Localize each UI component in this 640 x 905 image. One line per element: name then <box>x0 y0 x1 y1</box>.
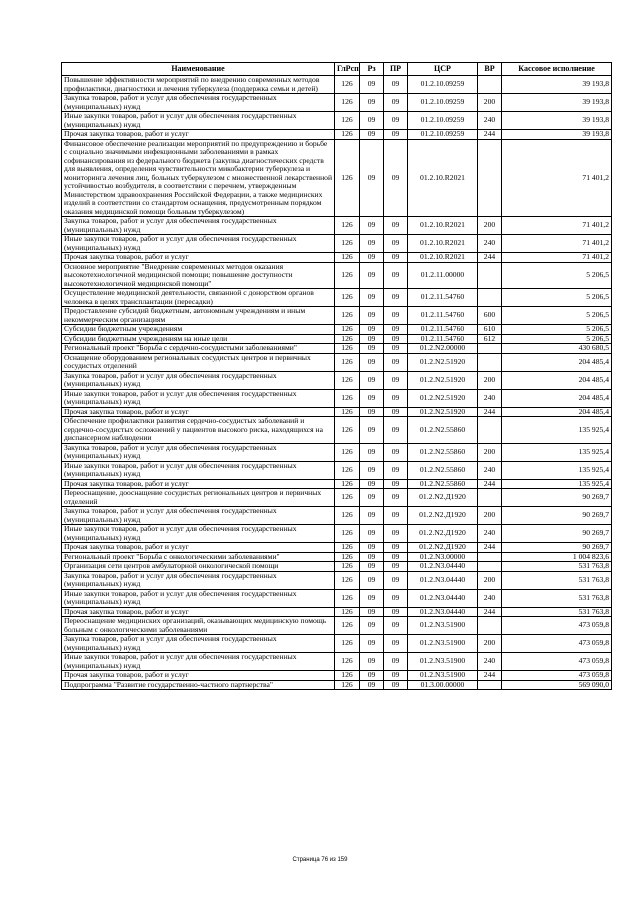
row-name: Иные закупки товаров, работ и услуг для обеспечения государственных (муниципальных) нужд <box>62 589 335 607</box>
row-rz: 09 <box>360 253 384 263</box>
row-amount: 204 485,4 <box>502 353 612 371</box>
row-grs: 126 <box>335 589 360 607</box>
row-csr: 01.2.10.09259 <box>408 94 478 112</box>
row-csr: 01.2.N2.51920 <box>408 353 478 371</box>
row-vr <box>478 562 502 572</box>
row-name: Прочая закупка товаров, работ и услуг <box>62 130 335 140</box>
row-pr: 09 <box>384 671 408 681</box>
row-rz: 09 <box>360 307 384 325</box>
row-vr <box>478 353 502 371</box>
row-pr: 09 <box>384 407 408 417</box>
row-rz: 09 <box>360 543 384 553</box>
row-rz: 09 <box>360 461 384 479</box>
row-rz: 09 <box>360 607 384 617</box>
row-vr: 612 <box>478 334 502 344</box>
row-vr: 240 <box>478 235 502 253</box>
row-rz: 09 <box>360 344 384 354</box>
row-amount: 569 090,0 <box>502 680 612 690</box>
row-amount: 430 680,5 <box>502 344 612 354</box>
row-rz: 09 <box>360 507 384 525</box>
header-grs: ГлРсп <box>335 63 360 76</box>
row-amount: 5 206,5 <box>502 262 612 289</box>
row-pr: 09 <box>384 461 408 479</box>
row-name: Иные закупки товаров, работ и услуг для обеспечения государственных (муниципальных) нужд <box>62 525 335 543</box>
row-rz: 09 <box>360 235 384 253</box>
row-grs: 126 <box>335 461 360 479</box>
row-csr: 01.2.10.R2021 <box>408 253 478 263</box>
row-rz: 09 <box>360 479 384 489</box>
row-csr: 01.2.N2.55860 <box>408 479 478 489</box>
row-grs: 126 <box>335 489 360 507</box>
table-row <box>62 417 612 444</box>
row-amount: 531 763,8 <box>502 607 612 617</box>
row-vr <box>478 76 502 94</box>
row-vr: 200 <box>478 571 502 589</box>
row-vr <box>478 262 502 289</box>
row-name: Закупка товаров, работ и услуг для обеспечения государственных (муниципальных) нужд <box>62 217 335 235</box>
row-csr: 01.3.00.00000 <box>408 680 478 690</box>
row-grs: 126 <box>335 543 360 553</box>
row-vr: 240 <box>478 589 502 607</box>
row-vr: 200 <box>478 94 502 112</box>
row-pr: 09 <box>384 635 408 653</box>
table-row <box>62 571 612 589</box>
row-csr: 01.2.N3.51900 <box>408 671 478 681</box>
row-vr <box>478 289 502 307</box>
row-vr <box>478 617 502 635</box>
row-grs: 126 <box>335 353 360 371</box>
table-row <box>62 671 612 681</box>
row-grs: 126 <box>335 217 360 235</box>
row-csr: 01.2.10.09259 <box>408 76 478 94</box>
row-grs: 126 <box>335 334 360 344</box>
row-name: Прочая закупка товаров, работ и услуг <box>62 253 335 263</box>
row-rz: 09 <box>360 407 384 417</box>
row-name: Основное мероприятие "Внедрение современных методов оказания высокотехнологичной медицинской помощи; повышение доступности высокотехнологичной медицинской помощи" <box>62 262 335 289</box>
row-vr: 244 <box>478 407 502 417</box>
row-name: Переоснащение медицинских организаций, оказывающих медицинскую помощь больным с онкологическими заболеваниями <box>62 617 335 635</box>
table-row <box>62 94 612 112</box>
row-amount: 39 193,8 <box>502 76 612 94</box>
table-row <box>62 525 612 543</box>
row-amount: 135 925,4 <box>502 443 612 461</box>
row-name: Закупка товаров, работ и услуг для обеспечения государственных (муниципальных) нужд <box>62 371 335 389</box>
row-rz: 09 <box>360 334 384 344</box>
row-rz: 09 <box>360 525 384 543</box>
row-pr: 09 <box>384 371 408 389</box>
table-row <box>62 353 612 371</box>
row-grs: 126 <box>335 76 360 94</box>
row-pr: 09 <box>384 325 408 335</box>
row-name: Закупка товаров, работ и услуг для обеспечения государственных (муниципальных) нужд <box>62 443 335 461</box>
row-vr <box>478 680 502 690</box>
table-row <box>62 507 612 525</box>
row-amount: 71 401,2 <box>502 217 612 235</box>
row-pr: 09 <box>384 94 408 112</box>
row-pr: 09 <box>384 680 408 690</box>
row-csr: 01.2.10.09259 <box>408 112 478 130</box>
row-rz: 09 <box>360 489 384 507</box>
table-row <box>62 76 612 94</box>
table-row <box>62 262 612 289</box>
budget-table <box>61 62 612 690</box>
row-name: Организация сети центров амбулаторной онкологической помощи <box>62 562 335 572</box>
row-rz: 09 <box>360 562 384 572</box>
row-csr: 01.2.N2.55860 <box>408 443 478 461</box>
row-vr: 200 <box>478 443 502 461</box>
row-pr: 09 <box>384 571 408 589</box>
row-rz: 09 <box>360 389 384 407</box>
row-vr <box>478 417 502 444</box>
row-pr: 09 <box>384 307 408 325</box>
row-grs: 126 <box>335 139 360 217</box>
row-amount: 1 004 823,6 <box>502 552 612 562</box>
row-rz: 09 <box>360 94 384 112</box>
row-csr: 01.2.10.R2021 <box>408 139 478 217</box>
row-csr: 01.2.N3.04440 <box>408 562 478 572</box>
row-amount: 473 059,8 <box>502 617 612 635</box>
header-vr: ВР <box>478 63 502 76</box>
row-pr: 09 <box>384 334 408 344</box>
row-csr: 01.2.N3.51900 <box>408 635 478 653</box>
row-amount: 531 763,8 <box>502 562 612 572</box>
row-rz: 09 <box>360 552 384 562</box>
row-name: Субсидии бюджетным учреждениям <box>62 325 335 335</box>
row-csr: 01.2.N3.00000 <box>408 552 478 562</box>
table-row <box>62 217 612 235</box>
row-name: Переоснащение, дооснащение сосудистых региональных центров и первичных отделений <box>62 489 335 507</box>
row-vr: 600 <box>478 307 502 325</box>
table-row <box>62 130 612 140</box>
row-amount: 90 269,7 <box>502 489 612 507</box>
row-csr: 01.2.N3.04440 <box>408 589 478 607</box>
row-name: Предоставление субсидий бюджетным, автономным учреждениям и иным некоммерческим организациям <box>62 307 335 325</box>
row-amount: 5 206,5 <box>502 307 612 325</box>
row-csr: 01.2.N2.55860 <box>408 417 478 444</box>
table-row <box>62 461 612 479</box>
row-rz: 09 <box>360 289 384 307</box>
row-amount: 531 763,8 <box>502 571 612 589</box>
row-pr: 09 <box>384 617 408 635</box>
row-name: Прочая закупка товаров, работ и услуг <box>62 407 335 417</box>
row-vr: 244 <box>478 671 502 681</box>
row-name: Иные закупки товаров, работ и услуг для обеспечения государственных (муниципальных) нужд <box>62 389 335 407</box>
row-name: Иные закупки товаров, работ и услуг для обеспечения государственных (муниципальных) нужд <box>62 112 335 130</box>
header-amount: Кассовое исполнение <box>502 63 612 76</box>
row-amount: 5 206,5 <box>502 325 612 335</box>
row-rz: 09 <box>360 217 384 235</box>
row-amount: 204 485,4 <box>502 407 612 417</box>
table-row <box>62 589 612 607</box>
row-name: Прочая закупка товаров, работ и услуг <box>62 543 335 553</box>
row-pr: 09 <box>384 607 408 617</box>
row-vr <box>478 489 502 507</box>
row-grs: 126 <box>335 262 360 289</box>
table-row <box>62 653 612 671</box>
table-row <box>62 562 612 572</box>
row-amount: 204 485,4 <box>502 389 612 407</box>
row-grs: 126 <box>335 94 360 112</box>
table-row <box>62 325 612 335</box>
row-csr: 01.2.N3.51900 <box>408 617 478 635</box>
row-pr: 09 <box>384 489 408 507</box>
row-rz: 09 <box>360 76 384 94</box>
row-name: Подпрограмма "Развитие государственно-частного партнерства" <box>62 680 335 690</box>
row-vr: 240 <box>478 461 502 479</box>
row-amount: 135 925,4 <box>502 479 612 489</box>
row-name: Закупка товаров, работ и услуг для обеспечения государственных (муниципальных) нужд <box>62 94 335 112</box>
row-grs: 126 <box>335 571 360 589</box>
row-rz: 09 <box>360 571 384 589</box>
row-rz: 09 <box>360 653 384 671</box>
row-rz: 09 <box>360 353 384 371</box>
row-rz: 09 <box>360 139 384 217</box>
row-amount: 531 763,8 <box>502 589 612 607</box>
table-body <box>62 76 612 690</box>
row-grs: 126 <box>335 407 360 417</box>
row-grs: 126 <box>335 607 360 617</box>
row-pr: 09 <box>384 507 408 525</box>
row-pr: 09 <box>384 253 408 263</box>
row-rz: 09 <box>360 617 384 635</box>
row-amount: 204 485,4 <box>502 371 612 389</box>
row-pr: 09 <box>384 525 408 543</box>
row-grs: 126 <box>335 525 360 543</box>
row-vr: 244 <box>478 479 502 489</box>
row-amount: 39 193,8 <box>502 112 612 130</box>
row-csr: 01.2.10.R2021 <box>408 217 478 235</box>
row-grs: 126 <box>335 307 360 325</box>
row-amount: 5 206,5 <box>502 289 612 307</box>
row-grs: 126 <box>335 130 360 140</box>
row-grs: 126 <box>335 617 360 635</box>
table-row <box>62 635 612 653</box>
row-pr: 09 <box>384 653 408 671</box>
row-grs: 126 <box>335 653 360 671</box>
header-rz: Рз <box>360 63 384 76</box>
row-name: Прочая закупка товаров, работ и услуг <box>62 671 335 681</box>
row-grs: 126 <box>335 417 360 444</box>
row-grs: 126 <box>335 112 360 130</box>
table-row <box>62 389 612 407</box>
row-name: Осуществление медицинской деятельности, связанной с донорством органов человека в целях трансплантации (пересадки) <box>62 289 335 307</box>
row-grs: 126 <box>335 479 360 489</box>
table-header-row <box>62 63 612 76</box>
row-csr: 01.2.N2.51920 <box>408 389 478 407</box>
row-pr: 09 <box>384 262 408 289</box>
row-csr: 01.2.N2.Д1920 <box>408 525 478 543</box>
row-csr: 01.2.10.09259 <box>408 130 478 140</box>
row-pr: 09 <box>384 443 408 461</box>
row-grs: 126 <box>335 344 360 354</box>
row-csr: 01.2.N3.04440 <box>408 571 478 589</box>
row-amount: 135 925,4 <box>502 417 612 444</box>
row-rz: 09 <box>360 112 384 130</box>
row-amount: 39 193,8 <box>502 94 612 112</box>
row-name: Иные закупки товаров, работ и услуг для обеспечения государственных (муниципальных) нужд <box>62 653 335 671</box>
row-csr: 01.2.N2.51920 <box>408 371 478 389</box>
row-vr: 610 <box>478 325 502 335</box>
row-pr: 09 <box>384 112 408 130</box>
table-row <box>62 344 612 354</box>
row-grs: 126 <box>335 325 360 335</box>
row-name: Оснащение оборудованием региональных сосудистых центров и первичных сосудистых отделений <box>62 353 335 371</box>
row-rz: 09 <box>360 371 384 389</box>
row-csr: 01.2.N2.00000 <box>408 344 478 354</box>
row-name: Закупка товаров, работ и услуг для обеспечения государственных (муниципальных) нужд <box>62 571 335 589</box>
row-amount: 71 401,2 <box>502 253 612 263</box>
row-vr: 240 <box>478 525 502 543</box>
row-rz: 09 <box>360 671 384 681</box>
row-name: Финансовое обеспечение реализации мероприятий по предупреждению и борьбе с социально значимыми инфекционными заболеваниями в рамках софинансирования из федерального бюджета (закупка диагностических средств для выявления, определения чувствительности микобактерии туберкулеза и мониторинга лечения лиц, больных туберкулезом с множественной лекарственной устойчивостью возбудителя, в соответствии с перечнем, утвержденным Министерством здравоохранения Российской Федерации, а также медицинских изделий в соответствии со стандартом оснащения, предусмотренным порядком оказания медицинской помощи больным туберкулезом) <box>62 139 335 217</box>
row-grs: 126 <box>335 389 360 407</box>
row-name: Закупка товаров, работ и услуг для обеспечения государственных (муниципальных) нужд <box>62 635 335 653</box>
row-vr: 244 <box>478 543 502 553</box>
row-grs: 126 <box>335 371 360 389</box>
row-csr: 01.2.11.54760 <box>408 334 478 344</box>
row-amount: 39 193,8 <box>502 130 612 140</box>
row-vr <box>478 139 502 217</box>
row-amount: 90 269,7 <box>502 507 612 525</box>
row-amount: 135 925,4 <box>502 461 612 479</box>
row-vr: 240 <box>478 653 502 671</box>
row-name: Иные закупки товаров, работ и услуг для обеспечения государственных (муниципальных) нужд <box>62 235 335 253</box>
row-csr: 01.2.N2.Д1920 <box>408 507 478 525</box>
table-row <box>62 489 612 507</box>
row-vr: 200 <box>478 635 502 653</box>
table-row <box>62 235 612 253</box>
row-csr: 01.2.11.54760 <box>408 325 478 335</box>
row-pr: 09 <box>384 552 408 562</box>
row-rz: 09 <box>360 635 384 653</box>
row-vr <box>478 344 502 354</box>
row-name: Обеспечение профилактики развития сердечно-сосудистых заболеваний и сердечно-сосудистых осложнений у пациентов высокого риска, находящихся на диспансерном наблюдении <box>62 417 335 444</box>
row-csr: 01.2.N2.Д1920 <box>408 543 478 553</box>
table-row <box>62 543 612 553</box>
row-pr: 09 <box>384 235 408 253</box>
row-pr: 09 <box>384 353 408 371</box>
header-pr: ПР <box>384 63 408 76</box>
row-amount: 473 059,8 <box>502 635 612 653</box>
row-grs: 126 <box>335 680 360 690</box>
row-pr: 09 <box>384 479 408 489</box>
row-csr: 01.2.11.54760 <box>408 307 478 325</box>
row-rz: 09 <box>360 130 384 140</box>
row-vr: 244 <box>478 130 502 140</box>
row-pr: 09 <box>384 217 408 235</box>
table-row <box>62 617 612 635</box>
row-grs: 126 <box>335 562 360 572</box>
row-grs: 126 <box>335 289 360 307</box>
row-name: Региональный проект "Борьба с сердечно-сосудистыми заболеваниями" <box>62 344 335 354</box>
row-grs: 126 <box>335 443 360 461</box>
row-name: Повышение эффективности мероприятий по внедрению современных методов профилактики, диагностики и лечения туберкулеза (поддержка семьи и детей) <box>62 76 335 94</box>
page-footer: Страница 76 из 159 <box>292 857 348 863</box>
row-csr: 01.2.11.00000 <box>408 262 478 289</box>
row-name: Прочая закупка товаров, работ и услуг <box>62 479 335 489</box>
row-vr: 200 <box>478 217 502 235</box>
row-grs: 126 <box>335 552 360 562</box>
row-csr: 01.2.N2.55860 <box>408 461 478 479</box>
row-pr: 09 <box>384 344 408 354</box>
row-csr: 01.2.N3.51900 <box>408 653 478 671</box>
row-vr <box>478 552 502 562</box>
row-vr: 244 <box>478 253 502 263</box>
row-pr: 09 <box>384 389 408 407</box>
row-pr: 09 <box>384 562 408 572</box>
row-amount: 473 059,8 <box>502 671 612 681</box>
row-pr: 09 <box>384 130 408 140</box>
table-row <box>62 289 612 307</box>
row-amount: 90 269,7 <box>502 543 612 553</box>
row-csr: 01.2.N2.51920 <box>408 407 478 417</box>
row-name: Прочая закупка товаров, работ и услуг <box>62 607 335 617</box>
row-rz: 09 <box>360 262 384 289</box>
row-name: Региональный проект "Борьба с онкологическими заболеваниями" <box>62 552 335 562</box>
table-row <box>62 307 612 325</box>
row-pr: 09 <box>384 417 408 444</box>
row-grs: 126 <box>335 671 360 681</box>
table-row <box>62 371 612 389</box>
row-pr: 09 <box>384 76 408 94</box>
row-pr: 09 <box>384 139 408 217</box>
table-row <box>62 443 612 461</box>
row-rz: 09 <box>360 589 384 607</box>
row-pr: 09 <box>384 543 408 553</box>
row-name: Закупка товаров, работ и услуг для обеспечения государственных (муниципальных) нужд <box>62 507 335 525</box>
table-row <box>62 253 612 263</box>
row-vr: 240 <box>478 389 502 407</box>
row-vr: 244 <box>478 607 502 617</box>
row-csr: 01.2.N3.04440 <box>408 607 478 617</box>
row-rz: 09 <box>360 417 384 444</box>
row-vr: 240 <box>478 112 502 130</box>
header-name: Наименование <box>62 63 335 76</box>
row-name: Субсидии бюджетным учреждениям на иные цели <box>62 334 335 344</box>
row-amount: 473 059,8 <box>502 653 612 671</box>
row-grs: 126 <box>335 635 360 653</box>
row-grs: 126 <box>335 253 360 263</box>
row-amount: 71 401,2 <box>502 235 612 253</box>
row-amount: 90 269,7 <box>502 525 612 543</box>
row-rz: 09 <box>360 680 384 690</box>
row-vr: 200 <box>478 507 502 525</box>
row-grs: 126 <box>335 507 360 525</box>
row-rz: 09 <box>360 443 384 461</box>
row-grs: 126 <box>335 235 360 253</box>
table-row <box>62 680 612 690</box>
row-amount: 71 401,2 <box>502 139 612 217</box>
row-csr: 01.2.10.R2021 <box>408 235 478 253</box>
header-csr: ЦСР <box>408 63 478 76</box>
row-csr: 01.2.N2.Д1920 <box>408 489 478 507</box>
row-rz: 09 <box>360 325 384 335</box>
table-row <box>62 112 612 130</box>
row-csr: 01.2.11.54760 <box>408 289 478 307</box>
row-name: Иные закупки товаров, работ и услуг для обеспечения государственных (муниципальных) нужд <box>62 461 335 479</box>
row-pr: 09 <box>384 589 408 607</box>
row-vr: 200 <box>478 371 502 389</box>
table-row <box>62 139 612 217</box>
row-amount: 5 206,5 <box>502 334 612 344</box>
row-pr: 09 <box>384 289 408 307</box>
